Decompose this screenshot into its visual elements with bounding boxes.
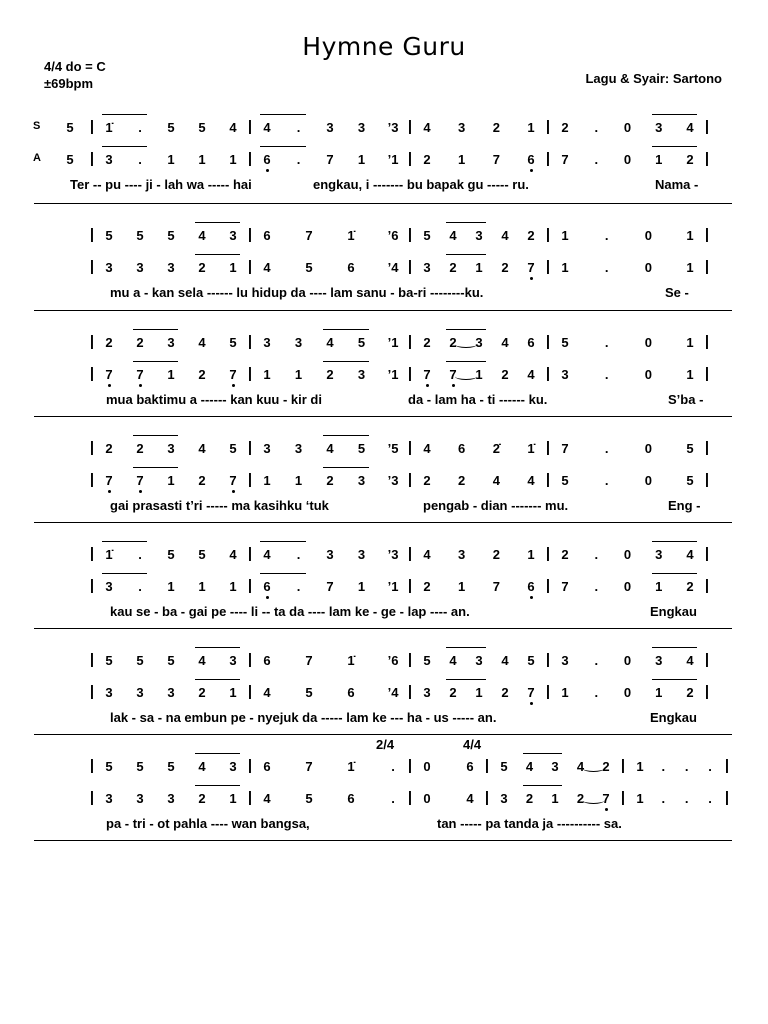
lyric-segment: pa - tri - ot pahla ---- wan bangsa, [106,816,310,831]
alto-line-1: A 5 | | | | | 3 . 1 1 1 6 . 7 1 ’1 2 1 7 6 7 . 0 1 2 [33,150,710,167]
beam-overline [652,573,697,574]
low-octave-dot [139,384,142,387]
beam-overline [195,785,240,786]
beam-overline [652,114,697,115]
slur-arc [455,373,477,380]
lyric-line-5 [0,604,768,622]
beam-overline [260,573,306,574]
beam-overline [102,146,147,147]
time-signature-change: 2/4 [376,737,395,752]
low-octave-dot [108,384,111,387]
beam-overline [102,573,147,574]
beam-overline [260,146,306,147]
beam-overline [323,435,369,436]
beam-overline [446,647,486,648]
soprano-line-3: | | | | | 2 2 3 4 5 3 3 4 5 ’1 2 2 3 4 6 5 . 0 1 [89,333,710,350]
lyric-segment: Nama - [655,177,699,192]
beam-overline [523,785,563,786]
soprano-line-5: | | | | | 1̇ . 5 5 4 4 . 3 3 ’3 4 3 2 1 2 . 0 3 4 [89,545,710,562]
slur-arc [583,765,605,772]
system-divider [34,734,732,735]
alto-line-5: | | | | | 3 . 1 1 1 6 . 7 1 ’1 2 1 7 6 7 . 0 1 2 [89,577,710,594]
low-octave-dot [232,384,235,387]
system-divider [34,203,732,204]
lyric-segment: Engkau [650,710,697,725]
lyric-segment: lak - sa - na embun pe - nyejuk da ----- lam ke --- ha - us ----- an. [110,710,497,725]
soprano-line-7: | | | | | | 5 5 5 4 3 6 7 1̇ . 0 6 5 4 3 4 2 1 . . . [89,757,730,774]
lyric-line-4 [0,498,768,516]
alto-line-6: | | | | | 3 3 3 2 1 4 5 6 ’4 3 2 1 2 7 1 . 0 1 2 [89,683,710,700]
beam-overline [446,222,486,223]
beam-overline [260,114,306,115]
alto-line-7: | | | | | | 3 3 3 2 1 4 5 6 . 0 4 3 2 1 2 7 1 . . . [89,789,730,806]
time-signature-change: 4/4 [463,737,482,752]
composer-credit: Lagu & Syair: Sartono [585,71,722,86]
lyric-line-3 [0,392,768,410]
low-octave-dot [266,169,269,172]
low-octave-dot [266,596,269,599]
beam-overline [523,753,563,754]
soprano-line-4: | | | | | 2 2 3 4 5 3 3 4 5 ’5 4 6 2̇ 1̇ 7 . 0 5 [89,439,710,456]
lyric-segment: Se - [665,285,689,300]
beam-overline [446,361,486,362]
part-label: S [33,120,41,132]
beam-overline [102,541,147,542]
lyric-segment: gai prasasti t’ri ----- ma kasihku ‘tuk [110,498,329,513]
beam-overline [195,679,240,680]
beam-overline [446,254,486,255]
soprano-line-2: | | | | | 5 5 5 4 3 6 7 1̇ ’6 5 4 3 4 2 1 . 0 1 [89,226,710,243]
part-label: A [33,152,41,164]
slur-arc [455,341,477,348]
lyric-line-6 [0,710,768,728]
low-octave-dot [530,702,533,705]
beam-overline [260,541,306,542]
beam-overline [195,222,240,223]
low-octave-dot [426,384,429,387]
soprano-line-6: | | | | | 5 5 5 4 3 6 7 1̇ ’6 5 4 3 4 5 3 . 0 3 4 [89,651,710,668]
beam-overline [195,753,240,754]
beam-overline [323,467,369,468]
meter-key-signature: 4/4 do = C [44,59,106,74]
beam-overline [446,679,486,680]
low-octave-dot [530,277,533,280]
beam-overline [195,647,240,648]
lyric-line-1 [0,177,768,195]
lyric-line-2 [0,285,768,303]
system-divider [34,522,732,523]
beam-overline [652,679,697,680]
lyric-segment: engkau, i ------- bu bapak gu ----- ru. [313,177,529,192]
low-octave-dot [605,808,608,811]
beam-overline [133,361,178,362]
low-octave-dot [452,384,455,387]
beam-overline [133,329,178,330]
alto-line-3: | | | | | 7 7 1 2 7 1 1 2 3 ’1 7 7 1 2 4 3 . 0 1 [89,365,710,382]
lyric-segment: da - lam ha - ti ------ ku. [408,392,548,407]
lyric-segment: Engkau [650,604,697,619]
low-octave-dot [530,596,533,599]
beam-overline [133,467,178,468]
soprano-line-1: S 5 | | | | | 1̇ . 5 5 4 4 . 3 3 ’3 4 3 2 1 2 . 0 3 4 [33,118,710,135]
meter-and-key [44,58,106,92]
beam-overline [652,146,697,147]
lyric-line-7 [0,816,768,834]
low-octave-dot [232,490,235,493]
system-divider [34,416,732,417]
lyric-segment: pengab - dian ------- mu. [423,498,569,513]
beam-overline [652,541,697,542]
lyric-segment: tan ----- pa tanda ja ---------- sa. [437,816,622,831]
alto-line-4: | | | | | 7 7 1 2 7 1 1 2 3 ’3 2 2 4 4 5 . 0 5 [89,471,710,488]
beam-overline [323,361,369,362]
lyric-segment: mua baktimu a ------ kan kuu - kir di [106,392,322,407]
beam-overline [195,254,240,255]
lyric-segment: mu a - kan sela ------ lu hidup da ---- lam sanu - ba-ri --------ku. [110,285,484,300]
tempo-marking: ±69bpm [44,76,94,91]
system-divider [34,840,732,841]
beam-overline [133,435,178,436]
low-octave-dot [530,169,533,172]
low-octave-dot [139,490,142,493]
lyric-segment: Ter -- pu ---- ji - lah wa ----- hai [70,177,252,192]
page-title: Hymne Guru [302,32,466,61]
lyric-segment: kau se - ba - gai pe ---- li -- ta da ---- lam ke - ge - lap ---- an. [110,604,470,619]
beam-overline [102,114,147,115]
system-divider [34,310,732,311]
alto-line-2: | | | | | 3 3 3 2 1 4 5 6 ’4 3 2 1 2 7 1 . 0 1 [89,258,710,275]
slur-arc [583,797,605,804]
beam-overline [446,329,486,330]
system-divider [34,628,732,629]
low-octave-dot [108,490,111,493]
lyric-segment: Eng - [668,498,701,513]
beam-overline [652,647,697,648]
lyric-segment: S’ba - [668,392,704,407]
beam-overline [323,329,369,330]
